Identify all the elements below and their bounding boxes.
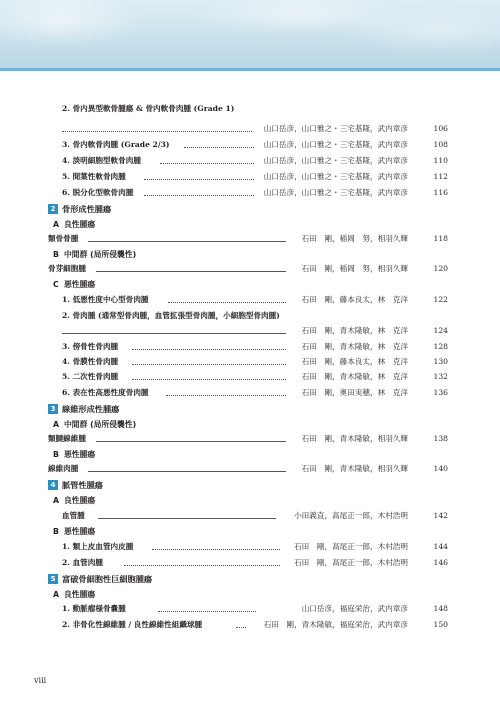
entry-title: 骨芽細胞腫 xyxy=(48,264,86,273)
page-number: viii xyxy=(34,676,47,685)
entry-title: 4. 淡明細胞型軟骨肉腫 xyxy=(62,156,141,165)
toc-entry[interactable] xyxy=(48,293,448,307)
entry-author: 石田 剛，青木隆敏，林 克洋 xyxy=(301,342,408,351)
entry-page: 136 xyxy=(433,388,448,397)
entry-page: 148 xyxy=(433,604,448,613)
leader-dots xyxy=(132,364,286,365)
entry-page: 142 xyxy=(433,511,448,520)
leader-dots xyxy=(184,147,254,148)
entry-title: 1. 動脈瘤様骨嚢腫 xyxy=(62,604,126,613)
category-label: 悪性腫瘍 xyxy=(64,280,96,289)
toc-entry[interactable] xyxy=(48,138,448,152)
category-label: 悪性腫瘍 xyxy=(64,450,96,459)
entry-title: 4. 骨膜性骨肉腫 xyxy=(62,357,119,366)
leader-dots xyxy=(236,627,246,628)
toc-entry[interactable] xyxy=(48,432,448,446)
entry-page: 144 xyxy=(433,542,448,551)
entry-author: 山口岳彦，山口雅之・三宅基隆，武内章彦 xyxy=(263,124,408,133)
leader-dots xyxy=(166,395,286,396)
toc-entry[interactable] xyxy=(48,340,448,354)
entry-author: 石田 剛，青木隆敏，相羽久輝 xyxy=(301,464,408,473)
entry-author: 石田 剛，稲岡 努，相羽久輝 xyxy=(301,264,408,273)
entry-author: 石田 剛，稲岡 努，相羽久輝 xyxy=(301,234,408,243)
toc-entry[interactable] xyxy=(48,122,448,136)
toc-entry[interactable] xyxy=(48,602,448,616)
section-heading[interactable] xyxy=(48,572,448,586)
leader-rule xyxy=(96,441,286,442)
leader-dots xyxy=(152,549,280,550)
toc-entry[interactable] xyxy=(48,170,448,184)
entry-title: 2. 骨肉腫 (通常型骨肉腫，血管拡張型骨肉腫，小細胞型骨肉腫) xyxy=(62,311,280,320)
leader-dots xyxy=(132,349,286,350)
entry-title: 3. 傍骨性骨肉腫 xyxy=(62,342,119,351)
entry-title: 6. 脱分化型軟骨肉腫 xyxy=(62,188,134,197)
leader-rule xyxy=(98,518,276,519)
entry-author: 山口岳彦，山口雅之・三宅基隆，武内章彦 xyxy=(263,172,408,181)
leader-dots xyxy=(158,611,256,612)
category-letter: B xyxy=(53,450,59,459)
category-letter: A xyxy=(53,496,60,505)
leader-dots xyxy=(160,163,254,164)
entry-title: 5. 間葉性軟骨肉腫 xyxy=(62,172,126,181)
category-letter: A xyxy=(53,590,60,599)
entry-title: 2. 非骨化性線維腫 / 良性線維性組織球腫 xyxy=(62,620,203,629)
category-label: 悪性腫瘍 xyxy=(64,527,96,536)
entry-author: 山口岳彦，福庭栄治，武内章彦 xyxy=(301,604,408,613)
category-letter: B xyxy=(53,250,59,259)
toc-entry[interactable] xyxy=(48,262,448,276)
section-number: 4 xyxy=(48,480,58,490)
section-heading[interactable] xyxy=(48,202,448,216)
leader-dots xyxy=(168,302,286,303)
section-title: 脈管性腫瘍 xyxy=(62,480,103,490)
toc-entry[interactable] xyxy=(48,324,448,338)
category-label: 良性腫瘍 xyxy=(64,590,96,599)
entry-title: 1. 低悪性度中心型骨肉腫 xyxy=(62,295,149,304)
leader-dots xyxy=(132,379,286,380)
toc-entry[interactable] xyxy=(48,102,448,116)
section-number: 2 xyxy=(48,204,58,214)
entry-page: 150 xyxy=(433,620,448,629)
entry-author: 山口岳彦，山口雅之・三宅基隆，武内章彦 xyxy=(263,188,408,197)
leader-dots xyxy=(144,179,254,180)
entry-title: 血管腫 xyxy=(62,511,85,520)
leader-dots xyxy=(62,131,252,132)
toc-entry[interactable] xyxy=(48,154,448,168)
toc-entry[interactable] xyxy=(48,232,448,246)
entry-page: 130 xyxy=(433,357,448,366)
section-number: 3 xyxy=(48,404,58,414)
section-title: 線維形成性腫瘍 xyxy=(62,404,120,414)
entry-title: 線維肉腫 xyxy=(48,464,79,473)
entry-page: 132 xyxy=(433,372,448,381)
entry-title: 2. 血管肉腫 xyxy=(62,558,103,567)
entry-title: 5. 二次性骨肉腫 xyxy=(62,372,119,381)
entry-title: 3. 骨内軟骨肉腫 (Grade 2/3) xyxy=(62,140,170,149)
entry-title: 類腱線維腫 xyxy=(48,434,86,443)
entry-page: 122 xyxy=(433,295,448,304)
entry-author: 小田義直，高尾正一郎，木村浩明 xyxy=(294,511,408,520)
entry-author: 石田 剛，青木隆敏，福庭栄治，武内章彦 xyxy=(263,620,408,629)
entry-page: 116 xyxy=(433,188,448,197)
entry-title: 類骨骨腫 xyxy=(48,234,79,243)
entry-author: 石田 剛，青木隆敏，林 克洋 xyxy=(301,372,408,381)
leader-rule xyxy=(88,241,286,242)
entry-title: 6. 表在性高悪性度骨肉腫 xyxy=(62,388,149,397)
header-rule xyxy=(0,68,500,71)
category-letter: A xyxy=(53,420,60,429)
entry-author: 石田 剛，奥田実穂，林 克洋 xyxy=(301,388,408,397)
category-label: 中間群 (局所侵襲性) xyxy=(64,250,137,259)
toc-entry[interactable] xyxy=(48,386,448,400)
toc-entry[interactable] xyxy=(48,540,448,554)
section-number: 5 xyxy=(48,574,58,584)
toc-entry[interactable] xyxy=(48,556,448,570)
entry-page: 110 xyxy=(433,156,448,165)
section-title: 骨形成性腫瘍 xyxy=(62,204,112,214)
section-heading[interactable] xyxy=(48,478,448,492)
entry-page: 112 xyxy=(433,172,448,181)
entry-author: 石田 剛，高尾正一郎，木村浩明 xyxy=(294,542,408,551)
entry-page: 108 xyxy=(433,140,448,149)
entry-author: 石田 剛，藤本良太，林 克洋 xyxy=(301,295,408,304)
toc-entry[interactable] xyxy=(48,309,448,323)
toc-entry[interactable] xyxy=(48,618,448,632)
entry-page: 106 xyxy=(433,124,448,133)
entry-title: 2. 骨内異型軟骨腫瘍 & 骨内軟骨肉腫 (Grade 1) xyxy=(62,104,235,113)
category-label: 良性腫瘍 xyxy=(64,496,96,505)
toc-entry[interactable] xyxy=(48,186,448,200)
entry-author: 山口岳彦，山口雅之・三宅基隆，武内章彦 xyxy=(263,140,408,149)
category-letter: B xyxy=(53,527,59,536)
category-label: 中間群 (局所侵襲性) xyxy=(64,420,137,429)
section-title: 富破骨細胞性巨細胞腫瘍 xyxy=(62,574,153,584)
entry-author: 山口岳彦，山口雅之・三宅基隆，武内章彦 xyxy=(263,156,408,165)
entry-author: 石田 剛，藤本良太，林 克洋 xyxy=(301,357,408,366)
entry-title: 1. 類上皮血管内皮腫 xyxy=(62,542,134,551)
toc-entry[interactable] xyxy=(48,355,448,369)
category-letter: C xyxy=(53,280,59,289)
leader-rule xyxy=(88,471,286,472)
entry-page: 118 xyxy=(433,234,448,243)
entry-author: 石田 剛，青木隆敏，相羽久輝 xyxy=(301,434,408,443)
toc-entry[interactable] xyxy=(48,370,448,384)
toc-entry[interactable] xyxy=(48,509,448,523)
entry-page: 146 xyxy=(433,558,448,567)
leader-rule xyxy=(96,271,286,272)
leader-rule xyxy=(62,333,286,334)
leader-dots xyxy=(144,195,254,196)
entry-page: 140 xyxy=(433,464,448,473)
leader-dots xyxy=(124,565,280,566)
category-label: 良性腫瘍 xyxy=(64,220,96,229)
header-band xyxy=(0,0,500,68)
entry-page: 128 xyxy=(433,342,448,351)
category-letter: A xyxy=(53,220,60,229)
section-heading[interactable] xyxy=(48,402,448,416)
entry-page: 120 xyxy=(433,264,448,273)
toc-entry[interactable] xyxy=(48,462,448,476)
entry-page: 138 xyxy=(433,434,448,443)
entry-author: 石田 剛，青木隆敏，林 克洋 xyxy=(301,326,408,335)
entry-page: 124 xyxy=(433,326,448,335)
entry-author: 石田 剛，高尾正一郎，木村浩明 xyxy=(294,558,408,567)
